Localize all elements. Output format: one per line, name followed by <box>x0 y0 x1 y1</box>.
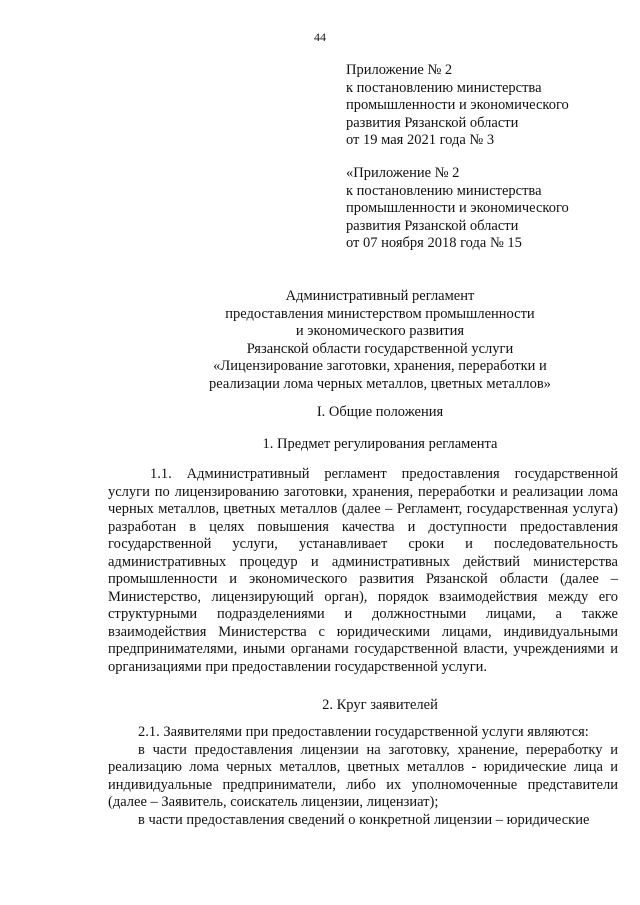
document-title <box>95 288 640 393</box>
paragraph-2-1-a: в части предоставления лицензии на заготовку, хранение, переработку и реализацию лома черных металлов, цветных металлов - юридические лица и индивидуальные предприниматели, либо их уполномоченные представители (далее – Заявитель, соискатель лицензии, лицензиат); <box>108 741 618 810</box>
approval-note-line: от 19 мая 2021 года № 3 <box>346 132 495 148</box>
paragraph-2-1-b: в части предоставления сведений о конкретной лицензии – юридические <box>138 811 590 828</box>
approval-note-line: к постановлению министерства <box>346 79 542 96</box>
section-heading: I. Общие положения <box>316 404 444 420</box>
paragraph-2-1: 2.1. Заявителями при предоставлении государственной услуги являются: <box>138 724 589 740</box>
title-line: Административный регламент <box>285 288 475 304</box>
original-approval-note-line: развития Рязанской области <box>346 217 519 234</box>
title-line: предоставления министерством промышленности <box>225 305 535 322</box>
original-approval-note-line: от 07 ноября 2018 года № 15 <box>346 235 522 251</box>
title-line: и экономического развития <box>295 323 465 339</box>
subsection-2-body <box>108 724 618 829</box>
title-line: «Лицензирование заготовки, хранения, переработки и <box>213 358 547 374</box>
approval-note <box>346 62 569 150</box>
original-approval-note-line: промышленности и экономического <box>346 200 569 216</box>
subsection-heading: 2. Круг заявителей <box>322 697 438 713</box>
approval-note-line: развития Рязанской области <box>346 114 519 131</box>
subsection-1-body <box>108 466 618 676</box>
page-number: 44 <box>314 30 326 44</box>
original-approval-note-line: к постановлению министерства <box>346 182 542 199</box>
paragraph-1-1: 1.1. Административный регламент предоставления государственной услуги по лицензированию заготовки, хранения, переработки и реализации лома черных металлов, цветных металлов (далее – Регламент, государственная услуга) разработан в целях повышения качества и доступности предоставления государственной услуги, устанавливает сроки и последовательность административных процедур и административных действий министерства промышленности и экономического развития Рязанской области (далее – Министерство, лицензирующий орган), порядок взаимодействия между его структурными подразделениями и должностными лицами, а также взаимодействия Министерства с юридическими лицами, индивидуальными предпринимателями, иными органами государственной власти, учреждениями и организациями при предоставлении государственной услуги. <box>108 466 618 675</box>
approval-note-line: промышленности и экономического <box>346 97 569 113</box>
title-line: реализации лома черных металлов, цветных металлов» <box>209 375 551 392</box>
subsection-heading: 1. Предмет регулирования регламента <box>262 436 498 452</box>
title-line: Рязанской области государственной услуги <box>246 340 514 357</box>
original-approval-note-line: «Приложение № 2 <box>346 165 460 181</box>
approval-note-line: Приложение № 2 <box>346 62 453 78</box>
original-approval-note <box>346 165 569 253</box>
